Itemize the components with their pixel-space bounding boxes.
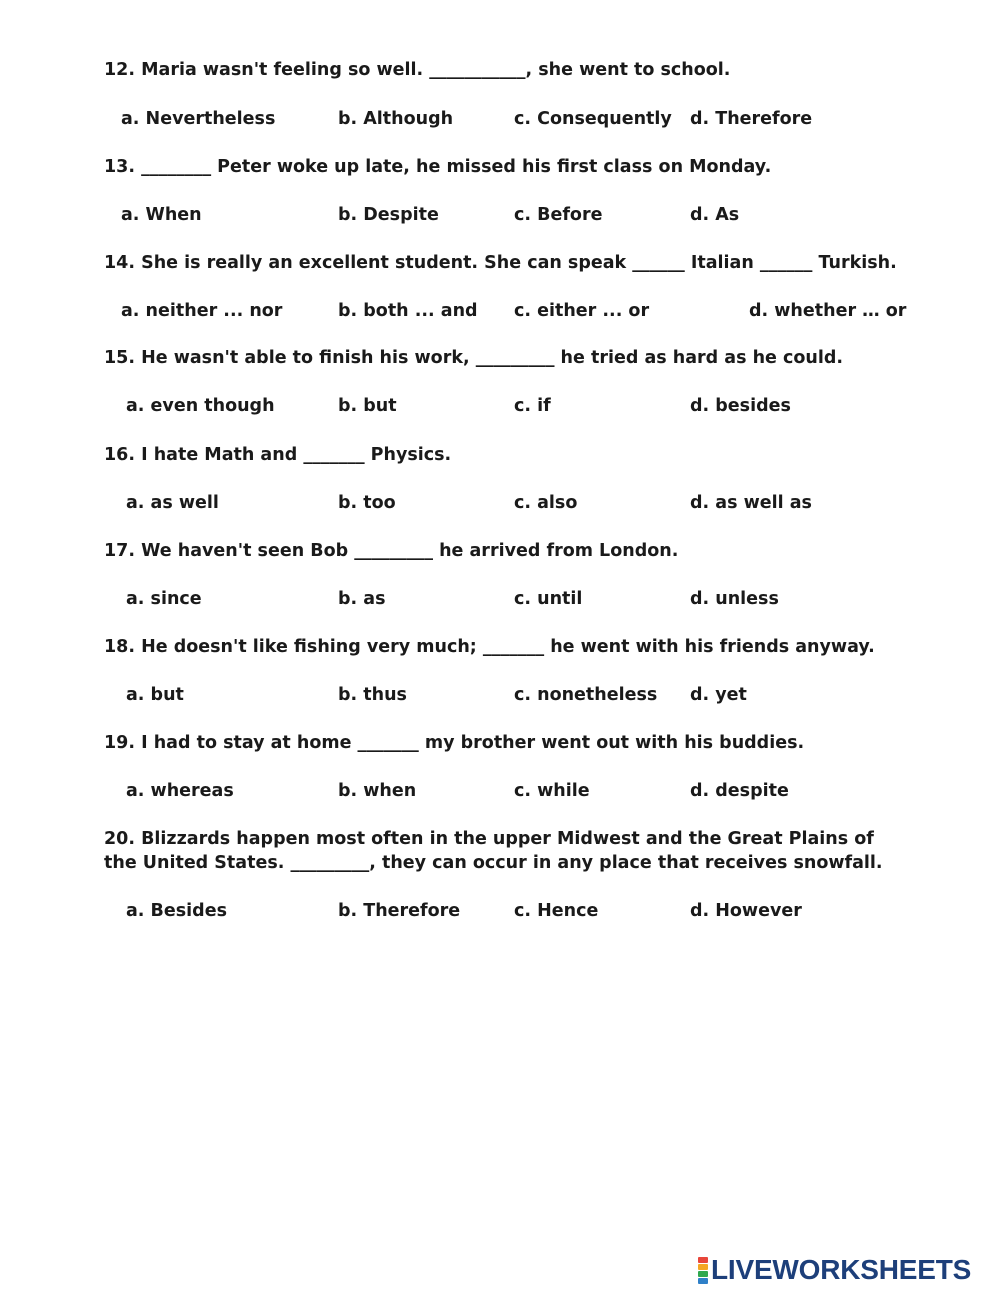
q20-option-b[interactable]: b. Therefore xyxy=(338,901,461,921)
q19-option-b[interactable]: b. when xyxy=(338,781,417,801)
logo-cubes-icon xyxy=(698,1257,708,1284)
question-19: 19. I had to stay at home _______ my brother went out with his buddies. xyxy=(104,733,805,753)
q15-option-d[interactable]: d. besides xyxy=(690,396,791,416)
question-16: 16. I hate Math and _______ Physics. xyxy=(104,445,452,465)
q16-option-a[interactable]: a. as well xyxy=(126,493,219,513)
q16-option-c[interactable]: c. also xyxy=(514,493,578,513)
q16-option-b[interactable]: b. too xyxy=(338,493,396,513)
q13-option-c[interactable]: c. Before xyxy=(514,205,603,225)
q14-option-b[interactable]: b. both ... and xyxy=(338,301,478,321)
brand-text: LIVEWORKSHEETS xyxy=(711,1254,972,1285)
liveworksheets-logo xyxy=(698,1255,971,1285)
q17-option-a[interactable]: a. since xyxy=(126,589,202,609)
q14-option-c[interactable]: c. either ... or xyxy=(514,301,650,321)
q13-option-b[interactable]: b. Despite xyxy=(338,205,439,225)
q19-option-d[interactable]: d. despite xyxy=(690,781,789,801)
q19-option-a[interactable]: a. whereas xyxy=(126,781,234,801)
logo-cube xyxy=(698,1257,708,1263)
question-20: 20. Blizzards happen most often in the upper Midwest and the Great Plains of the United States. _________, they can occur in any place that receives snowfall. xyxy=(104,829,883,873)
question-15: 15. He wasn't able to finish his work, _________ he tried as hard as he could. xyxy=(104,348,844,368)
logo-cube xyxy=(698,1264,708,1270)
q17-option-c[interactable]: c. until xyxy=(514,589,583,609)
q20-option-c[interactable]: c. Hence xyxy=(514,901,599,921)
logo-cube xyxy=(698,1271,708,1277)
q19-option-c[interactable]: c. while xyxy=(514,781,590,801)
q18-option-c[interactable]: c. nonetheless xyxy=(514,685,658,705)
question-14: 14. She is really an excellent student. She can speak ______ Italian ______ Turkish. xyxy=(104,253,897,273)
question-13: 13. ________ Peter woke up late, he missed his first class on Monday. xyxy=(104,157,772,177)
question-12: 12. Maria wasn't feeling so well. ___________, she went to school. xyxy=(104,60,731,80)
q17-option-b[interactable]: b. as xyxy=(338,589,386,609)
q15-option-a[interactable]: a. even though xyxy=(126,396,275,416)
question-18: 18. He doesn't like fishing very much; _______ he went with his friends anyway. xyxy=(104,637,875,657)
q20-option-a[interactable]: a. Besides xyxy=(126,901,227,921)
q18-option-d[interactable]: d. yet xyxy=(690,685,747,705)
q13-option-a[interactable]: a. When xyxy=(121,205,202,225)
q15-option-b[interactable]: b. but xyxy=(338,396,397,416)
q20-option-d[interactable]: d. However xyxy=(690,901,802,921)
q12-option-c[interactable]: c. Consequently xyxy=(514,109,672,129)
q18-option-a[interactable]: a. but xyxy=(126,685,184,705)
q14-option-d[interactable]: d. whether … or xyxy=(749,301,907,321)
q18-option-b[interactable]: b. thus xyxy=(338,685,407,705)
q12-option-b[interactable]: b. Although xyxy=(338,109,454,129)
q15-option-c[interactable]: c. if xyxy=(514,396,551,416)
q16-option-d[interactable]: d. as well as xyxy=(690,493,812,513)
logo-cube xyxy=(698,1278,708,1284)
q13-option-d[interactable]: d. As xyxy=(690,205,740,225)
q12-option-a[interactable]: a. Nevertheless xyxy=(121,109,276,129)
question-17: 17. We haven't seen Bob _________ he arrived from London. xyxy=(104,541,679,561)
q17-option-d[interactable]: d. unless xyxy=(690,589,779,609)
q14-option-a[interactable]: a. neither ... nor xyxy=(121,301,283,321)
q12-option-d[interactable]: d. Therefore xyxy=(690,109,813,129)
